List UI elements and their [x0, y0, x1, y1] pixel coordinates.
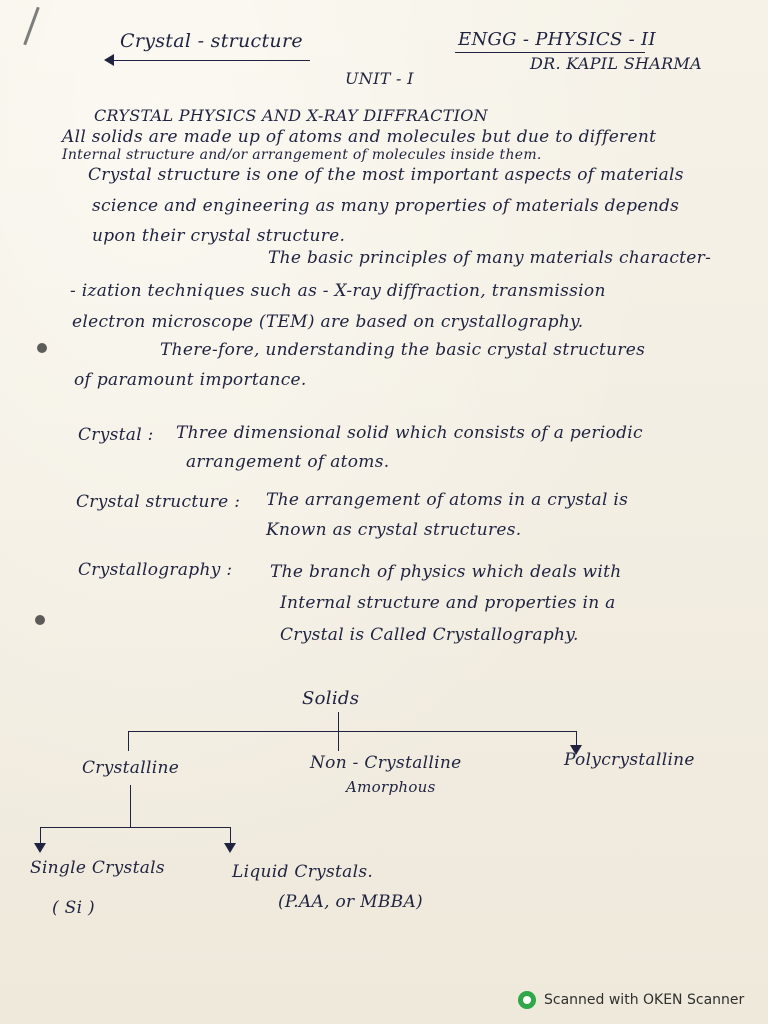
- title-arrow-head: [104, 54, 114, 66]
- def-cs-line-1: The arrangement of atoms in a crystal is: [266, 490, 629, 510]
- punch-hole-2: [35, 615, 45, 625]
- tree-single-arrow: [34, 843, 46, 853]
- term-crystallography: Crystallography :: [78, 560, 233, 580]
- tree-amorphous-label: Amorphous: [346, 778, 436, 796]
- punch-hole-1: [37, 343, 47, 353]
- tree-polycrystalline-label: Polycrystalline: [564, 750, 695, 770]
- def-crystal-line-2: arrangement of atoms.: [186, 452, 390, 472]
- tree-root-label: Solids: [302, 688, 360, 709]
- paragraph-line-8: electron microscope (TEM) are based on crystallography.: [72, 312, 584, 332]
- tree-main-branch: [128, 731, 576, 732]
- tree-crystalline-label: Crystalline: [82, 758, 180, 778]
- def-cg-line-3: Crystal is Called Crystallography.: [280, 625, 579, 645]
- unit-label: UNIT - I: [345, 69, 414, 88]
- title-arrow-line: [112, 60, 310, 61]
- def-cs-line-2: Known as crystal structures.: [266, 520, 522, 540]
- tree-liquid-crystals-label: Liquid Crystals.: [232, 862, 374, 882]
- term-crystal-structure: Crystal structure :: [76, 492, 241, 512]
- tree-root-stem: [338, 712, 339, 732]
- course-title: ENGG - PHYSICS - II: [458, 29, 656, 50]
- section-heading: CRYSTAL PHYSICS AND X-RAY DIFFRACTION: [94, 106, 488, 125]
- scanner-watermark-text: Scanned with OKEN Scanner: [544, 992, 745, 1008]
- paragraph-line-5: upon their crystal structure.: [92, 226, 346, 246]
- paragraph-line-4: science and engineering as many properties of materials depends: [92, 196, 680, 216]
- author-name: DR. KAPIL SHARMA: [530, 54, 702, 73]
- paragraph-line-2: Internal structure and/or arrangement of molecules inside them.: [62, 147, 542, 163]
- def-cg-line-1: The branch of physics which deals with: [270, 562, 622, 582]
- left-title: Crystal - structure: [120, 30, 303, 52]
- tree-liquid-arrow: [224, 843, 236, 853]
- paragraph-line-6: The basic principles of many materials character-: [268, 248, 712, 268]
- tree-middle-drop: [338, 731, 339, 751]
- paragraph-line-7: - ization techniques such as - X-ray diffraction, transmission: [70, 281, 606, 301]
- tree-single-example: ( Si ): [52, 898, 95, 918]
- pen-mark: [23, 7, 39, 46]
- scanner-logo-icon: [518, 991, 536, 1009]
- paragraph-line-10: of paramount importance.: [74, 370, 307, 390]
- paragraph-line-3: Crystal structure is one of the most important aspects of materials: [88, 165, 684, 185]
- tree-left-drop: [128, 731, 129, 751]
- tree-liquid-drop: [230, 827, 231, 843]
- tree-single-drop: [40, 827, 41, 843]
- tree-crystalline-stem: [130, 785, 131, 827]
- tree-right-drop: [576, 731, 577, 745]
- def-crystal-line-1: Three dimensional solid which consists of a periodic: [176, 423, 643, 443]
- paragraph-line-9: There-fore, understanding the basic crystal structures: [160, 340, 646, 360]
- tree-liquid-example: (P.AA, or MBBA): [278, 892, 423, 912]
- term-crystal: Crystal :: [78, 425, 154, 445]
- course-underline: [455, 52, 645, 53]
- tree-crystalline-branch: [40, 827, 230, 828]
- tree-non-crystalline-label: Non - Crystalline: [310, 753, 462, 773]
- scanner-watermark: [518, 988, 744, 1012]
- paragraph-line-1: All solids are made up of atoms and molecules but due to different: [62, 127, 657, 147]
- tree-single-crystals-label: Single Crystals: [30, 858, 165, 878]
- def-cg-line-2: Internal structure and properties in a: [280, 593, 616, 613]
